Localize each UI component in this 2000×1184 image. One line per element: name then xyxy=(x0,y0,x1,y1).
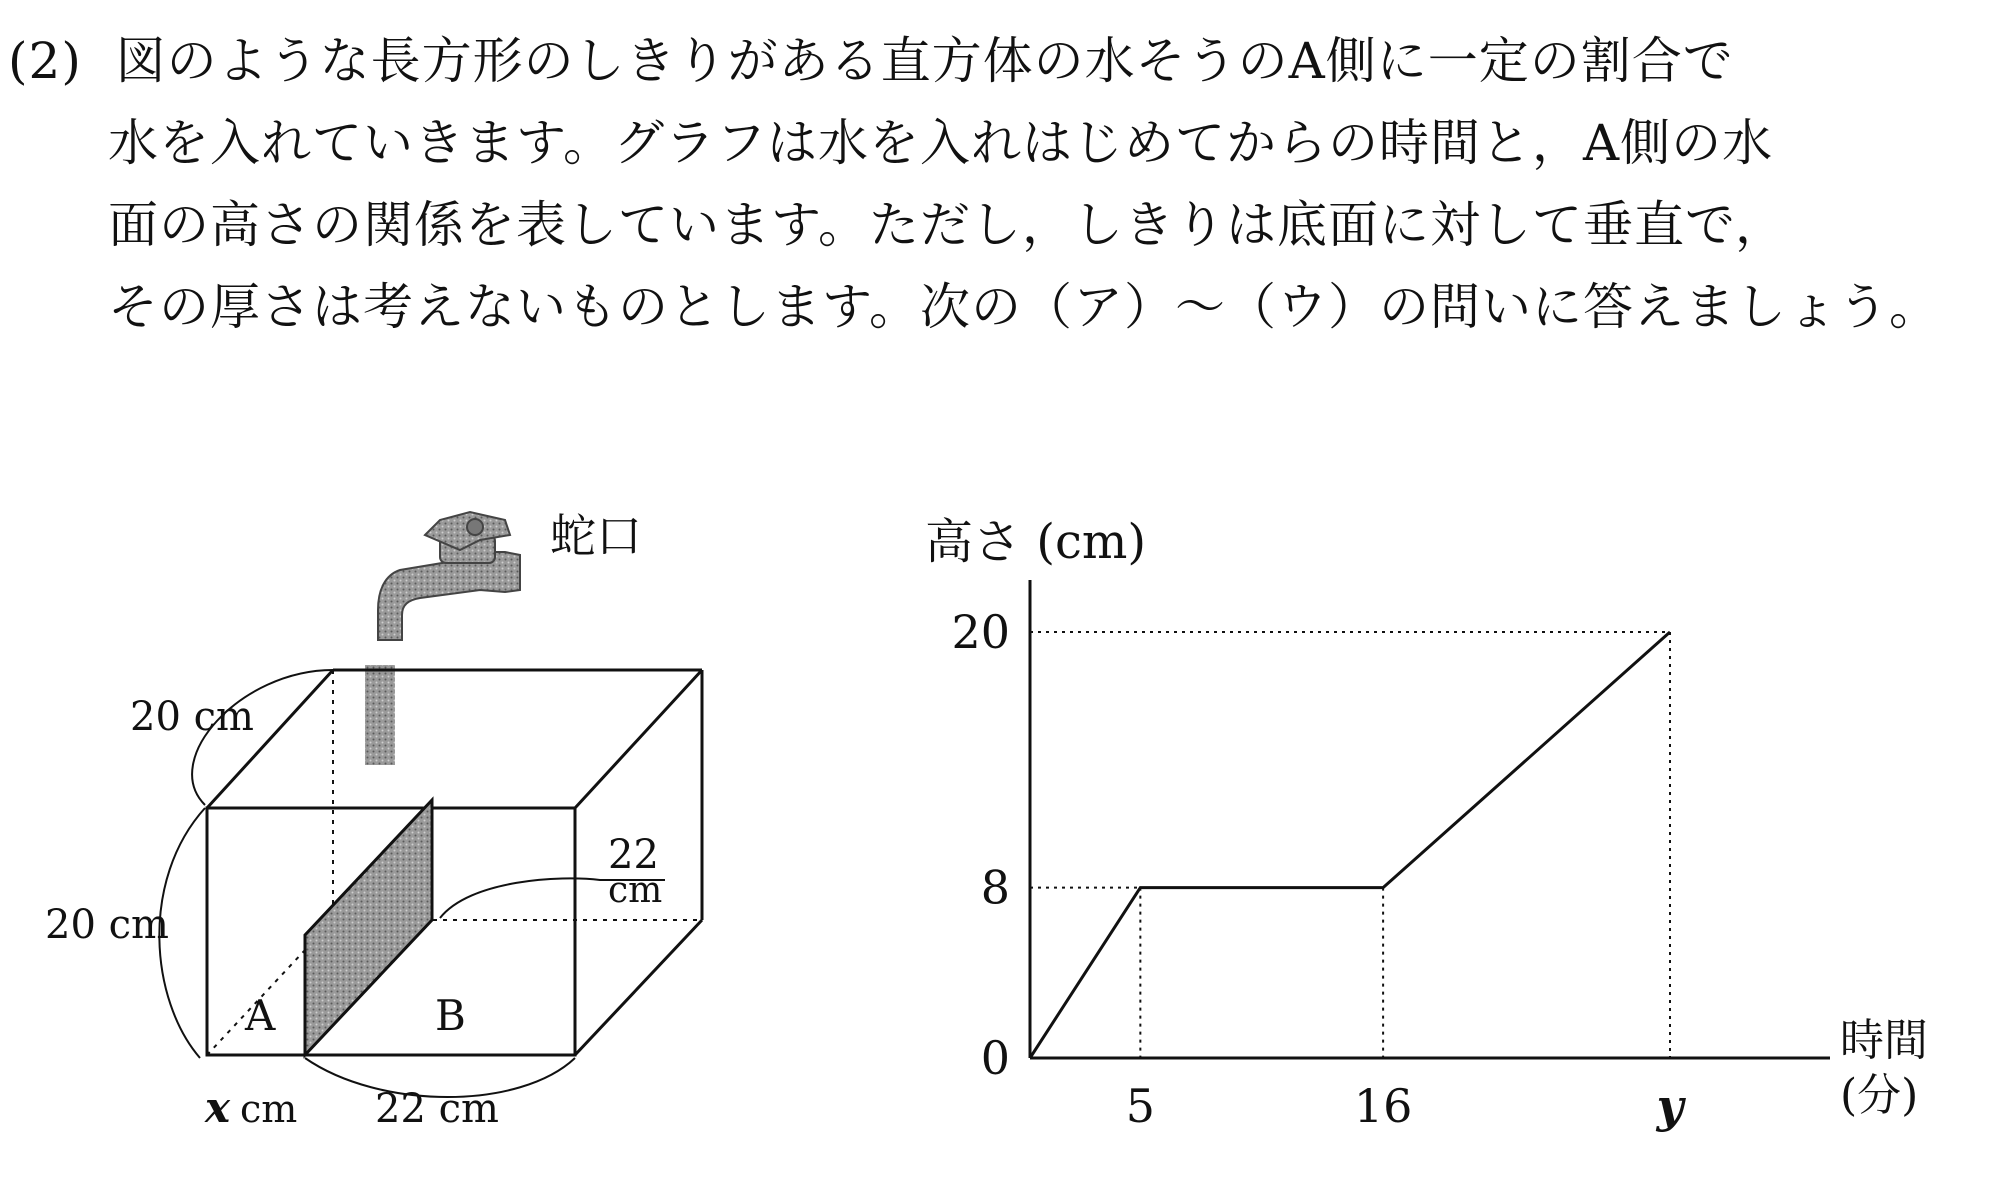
problem-number: (2) xyxy=(8,32,82,90)
faucet-label: 蛇口 xyxy=(550,509,642,563)
side-b-label: B xyxy=(435,991,466,1040)
partition-height-number: 22 xyxy=(608,832,659,878)
water-height-chart xyxy=(925,514,1928,1133)
y-tick-label: 20 xyxy=(951,605,1010,659)
problem-line-2: 水を入れていきます。グラフは水を入れはじめてからの時間と，A側の水 xyxy=(108,114,1774,172)
x-tick-label: 16 xyxy=(1353,1079,1413,1133)
partition-height-unit: cm xyxy=(608,870,663,911)
partition xyxy=(305,800,432,1055)
y-axis-label: 高さ (cm) xyxy=(925,514,1147,570)
faucet-icon xyxy=(365,512,520,765)
problem-line-4: その厚さは考えないものとします。次の（ア）〜（ウ）の問いに答えましょう。 xyxy=(108,278,1940,336)
b-width-label: 22 cm xyxy=(375,1086,499,1132)
x-axis-label-top: 時間 xyxy=(1840,1015,1928,1066)
x-var-label: x xyxy=(205,1083,231,1132)
depth-label: 20 cm xyxy=(130,694,254,740)
x-unit-label: cm xyxy=(240,1087,298,1131)
x-axis-label-bottom: (分) xyxy=(1840,1070,1919,1121)
y-tick-label: 0 xyxy=(980,1031,1010,1085)
problem-line-1: 図のような長方形のしきりがある直方体の水そうのA側に一定の割合で xyxy=(115,32,1734,90)
x-tick-label: y xyxy=(1656,1079,1684,1133)
height-series-line xyxy=(1030,632,1670,1058)
y-tick-label: 8 xyxy=(980,860,1010,915)
guide-lines xyxy=(1030,632,1670,1058)
x-tick-labels xyxy=(1126,1079,1687,1133)
height-label: 20 cm xyxy=(45,902,169,948)
y-tick-labels xyxy=(951,605,1010,1085)
x-tick-label: 5 xyxy=(1125,1079,1155,1133)
side-a-label: A xyxy=(245,991,276,1040)
tank-figure xyxy=(159,512,702,1097)
problem-line-3: 面の高さの関係を表しています。ただし，しきりは底面に対して垂直で， xyxy=(108,196,1786,254)
